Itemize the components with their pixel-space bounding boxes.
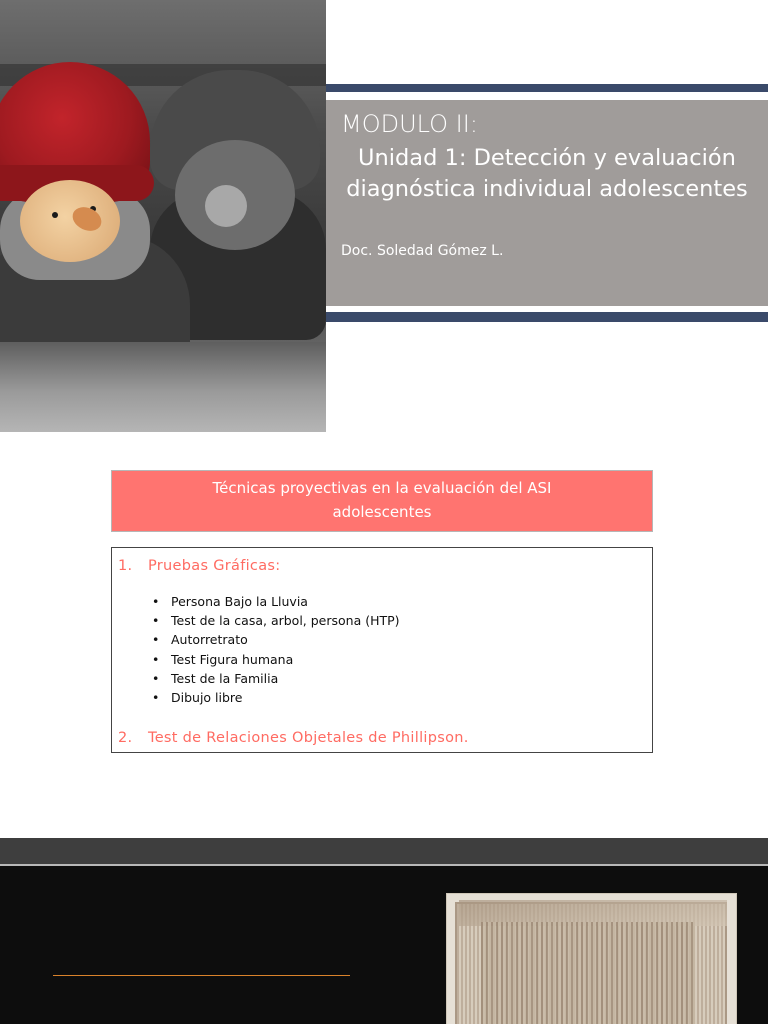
drawing-slide [0, 838, 768, 1024]
knitted-dolls-photo [0, 0, 326, 432]
list-item: • Persona Bajo la Lluvia [152, 592, 400, 611]
doll-eye-left [52, 212, 58, 218]
title-bottom-band [326, 312, 768, 322]
title-top-band [326, 84, 768, 92]
red-hat-doll-face [20, 180, 120, 262]
section-number: 2. [118, 730, 133, 746]
section-label: Pruebas Gráficas: [148, 558, 281, 574]
graphic-tests-list [152, 592, 400, 707]
section-heading-phillipson [118, 730, 469, 746]
techniques-list-box [111, 547, 653, 753]
techniques-slide [0, 432, 768, 838]
unit-title: Unidad 1: Detección y evaluación diagnóstica individual adolescentes [346, 145, 748, 202]
pencil-drawing-image [446, 893, 737, 1024]
photo-light-band [0, 342, 326, 432]
techniques-header [111, 470, 653, 532]
list-item: • Test de la casa, arbol, persona (HTP) [152, 611, 400, 630]
techniques-header-text: Técnicas proyectivas en la evaluación del ASI adolescentes [212, 479, 552, 521]
accent-line [53, 975, 350, 976]
slide-top-bar [0, 838, 768, 864]
section-number: 1. [118, 558, 133, 574]
title-slide [0, 0, 768, 432]
list-item: • Dibujo libre [152, 688, 400, 707]
author-name: Doc. Soledad Gómez L. [341, 243, 504, 259]
slide-separator [0, 864, 768, 866]
module-title: MODULO II: [341, 110, 478, 138]
section-heading-graphic-tests [118, 558, 280, 574]
list-item: • Autorretrato [152, 630, 400, 649]
list-item: • Test Figura humana [152, 650, 400, 669]
gray-doll-nose [205, 185, 247, 227]
list-item: • Test de la Familia [152, 669, 400, 688]
section-label: Test de Relaciones Objetales de Phillipson. [148, 730, 469, 746]
drawing-inner-shading [481, 922, 695, 1024]
